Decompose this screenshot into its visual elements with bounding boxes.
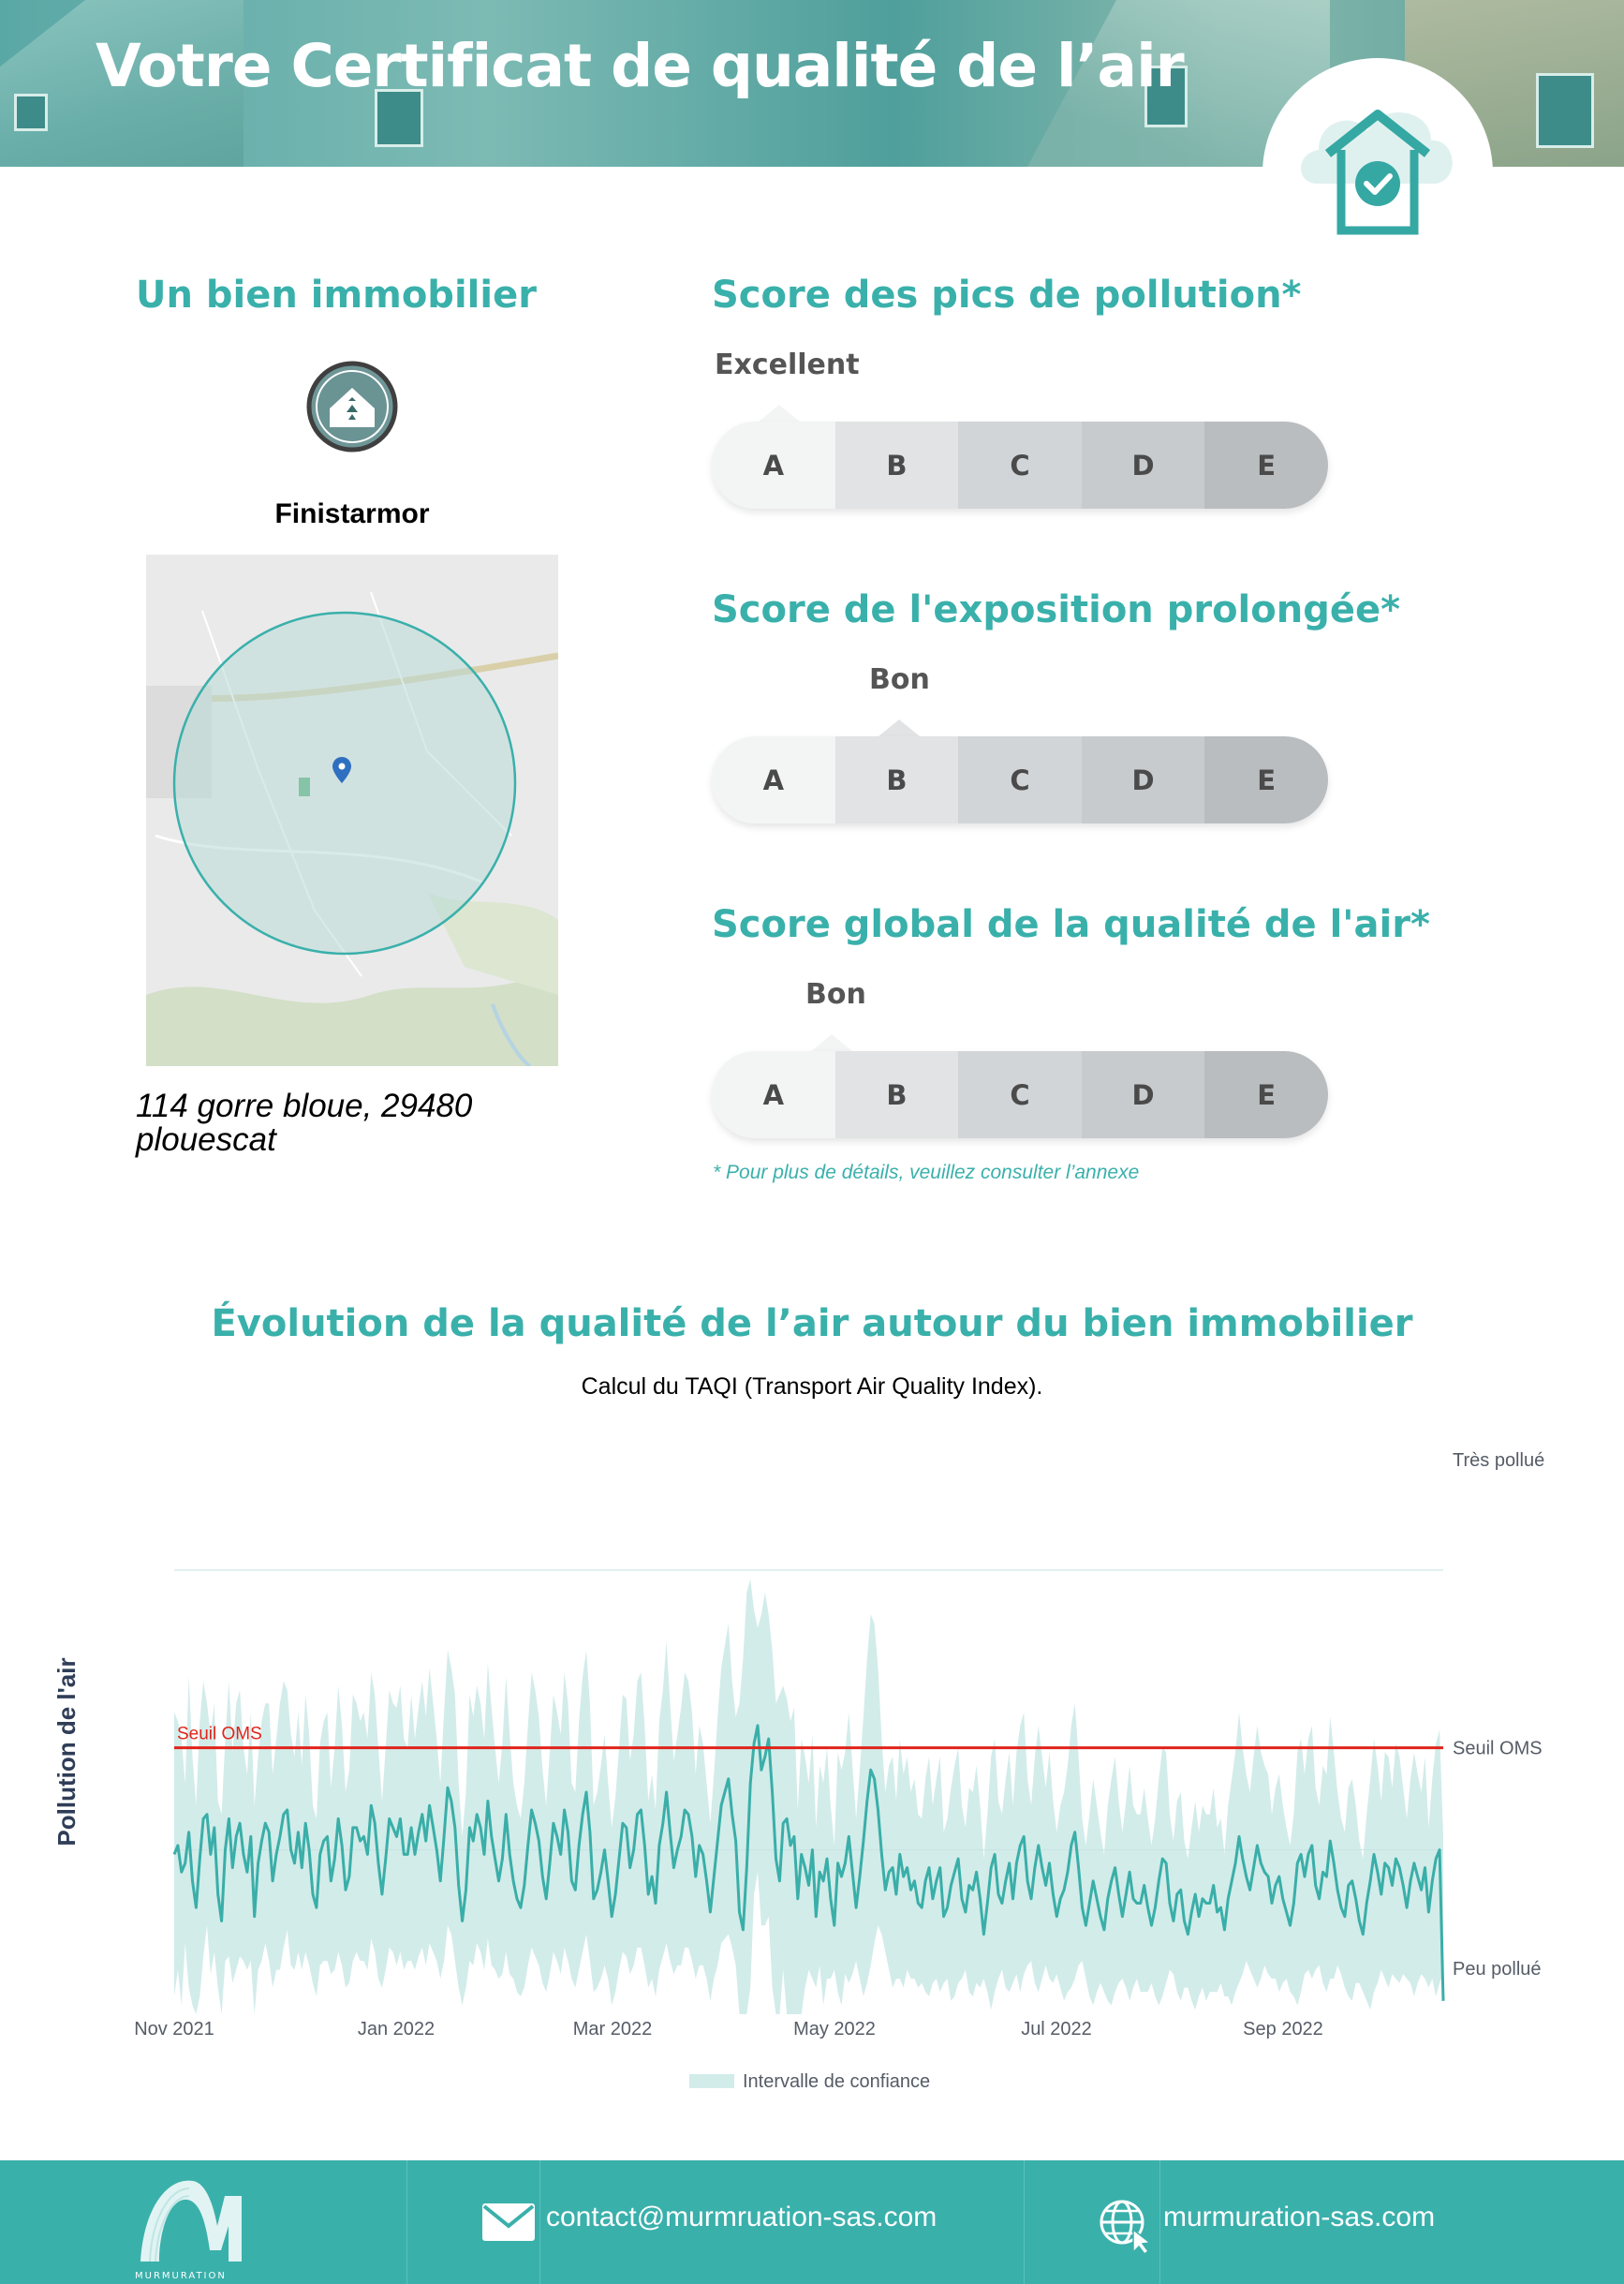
grade-e: E <box>1204 1051 1328 1138</box>
prolonged-exposure-grade-bar <box>712 736 1328 823</box>
prolonged-exposure-score-pointer <box>878 719 920 736</box>
global-air-quality-score-label: Bon <box>805 978 866 1011</box>
property-address: 114 gorre bloue, 29480 plouescat <box>136 1088 473 1158</box>
grade-a: A <box>712 1051 835 1138</box>
y-axis-title: Pollution de l'air <box>52 1657 81 1846</box>
envelope-icon <box>480 2202 537 2243</box>
grade-d: D <box>1082 736 1205 823</box>
chart-section-title: Évolution de la qualité de l’air autour du bien immobilier <box>211 1302 1413 1345</box>
global-air-quality-score-title: Score global de la qualité de l'air* <box>712 903 1430 946</box>
grade-e: E <box>1204 422 1328 509</box>
x-tick-label: Mar 2022 <box>572 2019 653 2039</box>
grade-b: B <box>835 1051 959 1138</box>
footer-website[interactable]: murmuration-sas.com <box>1163 2202 1436 2232</box>
globe-icon <box>1098 2198 1154 2254</box>
x-tick-label: Jul 2022 <box>1021 2019 1092 2039</box>
x-tick-label: Nov 2021 <box>134 2019 214 2039</box>
grade-e: E <box>1204 736 1328 823</box>
pollution-peak-score-title: Score des pics de pollution* <box>712 274 1302 317</box>
footer <box>0 2160 1624 2284</box>
property-region-name: Finistarmor <box>274 498 430 529</box>
murmuration-logo <box>131 2168 272 2284</box>
house-check-icon <box>1291 81 1465 240</box>
footer-divider <box>1024 2160 1025 2284</box>
footer-email[interactable]: contact@murmruation-sas.com <box>546 2202 937 2232</box>
legend-swatch <box>689 2074 734 2088</box>
y-tick-label: Seuil OMS <box>1453 1738 1543 1759</box>
who-threshold-label: Seuil OMS <box>177 1724 262 1744</box>
global-air-quality-score-pointer <box>811 1034 852 1051</box>
grade-d: D <box>1082 1051 1205 1138</box>
prolonged-exposure-score-label: Bon <box>869 663 930 696</box>
grade-c: C <box>958 422 1082 509</box>
property-section-title: Un bien immobilier <box>136 274 537 317</box>
confidence-interval-band <box>174 1580 1443 2015</box>
x-tick-label: Jan 2022 <box>357 2019 436 2039</box>
pollution-peak-score-label: Excellent <box>715 349 860 381</box>
chart-section-subtitle: Calcul du TAQI (Transport Air Quality Index). <box>581 1373 1043 1400</box>
property-location-map[interactable] <box>146 555 558 1066</box>
grade-d: D <box>1082 422 1205 509</box>
footer-divider <box>539 2160 540 2284</box>
global-air-quality-grade-bar <box>712 1051 1328 1138</box>
page-title: Votre Certificat de qualité de l’air <box>96 32 1184 100</box>
air-quality-chart <box>0 1433 1624 2108</box>
grade-b: B <box>835 422 959 509</box>
logo-wordmark: MURMURATION <box>135 2271 227 2281</box>
grade-b: B <box>835 736 959 823</box>
pollution-peak-grade-bar <box>712 422 1328 509</box>
legend-label: Intervalle de confiance <box>743 2071 931 2092</box>
footer-divider <box>1159 2160 1160 2284</box>
grade-c: C <box>958 736 1082 823</box>
y-tick-label: Très pollué <box>1453 1450 1545 1471</box>
footer-divider <box>406 2160 407 2284</box>
x-tick-label: May 2022 <box>793 2019 876 2039</box>
header-photo-window <box>14 94 48 131</box>
pollution-peak-score-pointer <box>759 405 800 422</box>
grade-a: A <box>712 422 835 509</box>
x-tick-label: Sep 2022 <box>1243 2019 1323 2039</box>
property-logo-icon <box>305 360 399 453</box>
prolonged-exposure-score-title: Score de l'exposition prolongée* <box>712 588 1401 631</box>
scores-footnote: * Pour plus de détails, veuillez consulter l’annexe <box>713 1162 1140 1183</box>
y-tick-label: Peu pollué <box>1453 1959 1542 1980</box>
header-photo-window <box>1536 73 1594 148</box>
grade-a: A <box>712 736 835 823</box>
grade-c: C <box>958 1051 1082 1138</box>
